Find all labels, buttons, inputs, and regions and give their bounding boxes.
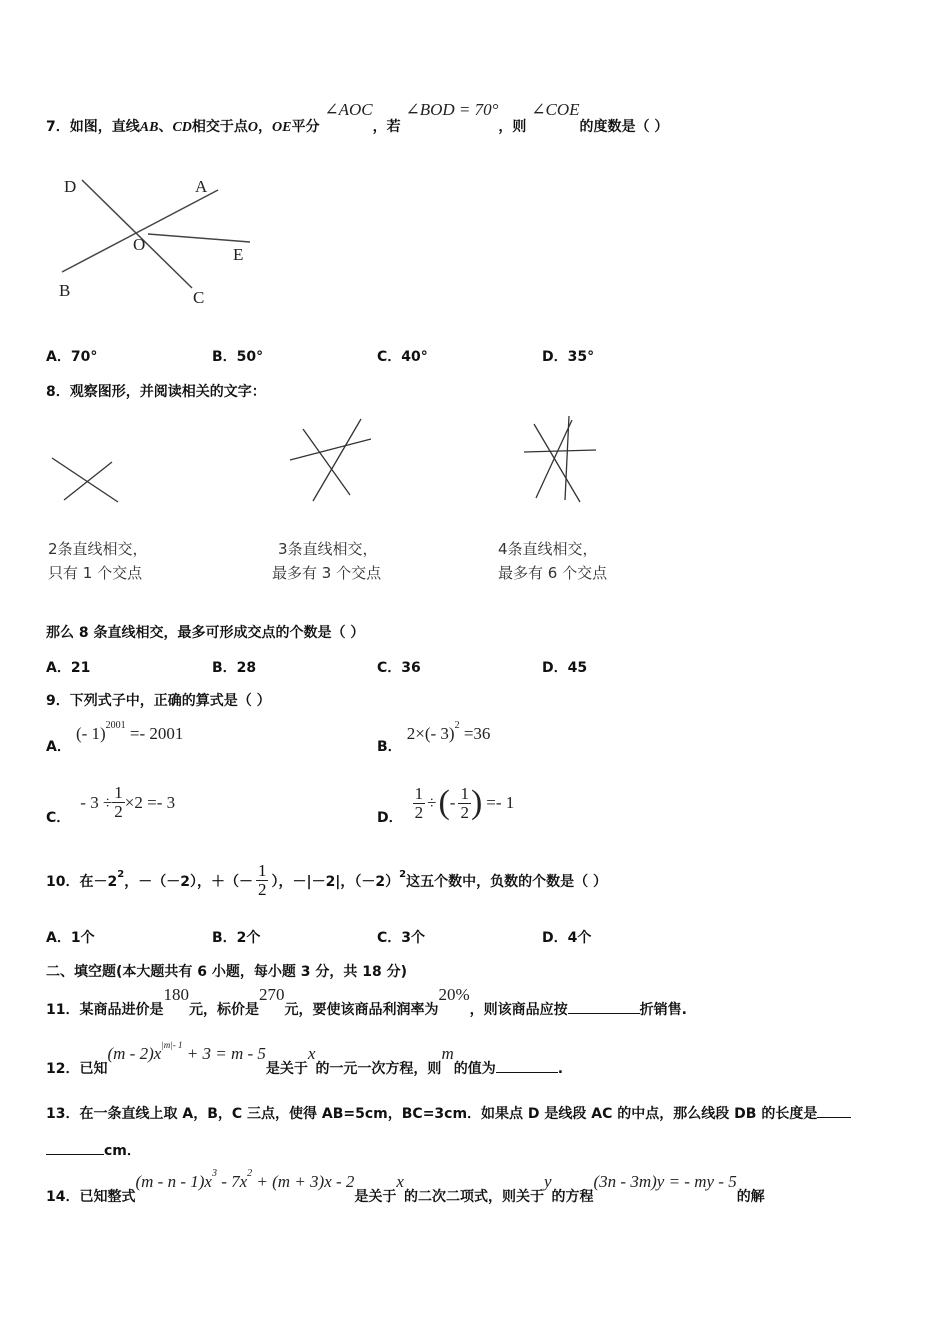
q9-option-c[interactable]: C． - 3 ÷ $\frac{1}{2}$ ×2 =- 3 <box>46 783 176 826</box>
q13-stem-cont: cm． <box>46 1140 141 1160</box>
q12-stem: 12．已知$(m - 2)x^{|m|- 1} + 3 = m - 5$是关于x的一元一次方程，则m的值为 . <box>46 1040 564 1077</box>
q9-option-d[interactable]: D． $\frac{1}{2}$ ÷ ( - $\frac{1}{2}$ ) =- 1 <box>377 783 515 826</box>
q9-d-fraction-1: $\frac{1}{2}$ <box>414 783 424 822</box>
q7-option-a[interactable]: A．70° <box>46 349 98 365</box>
q9-c-fraction: $\frac{1}{2}$ <box>114 783 123 821</box>
q7-stem: 7．如图，直线AB、CD相交于点O，OE平分 ∠AOC，若 ∠BOD = 70°，则 ∠COE的度数是（ ） <box>46 100 669 135</box>
q8-figure-2-lines <box>48 450 128 510</box>
q11-stem: 11．某商品进价是180元，标价是270元，要使该商品利润率为20%，则该商品应按 折销售. <box>46 985 687 1018</box>
q8-stem: 8．观察图形，并阅读相关的文字： <box>46 384 266 400</box>
q7-angle-coe: ∠COE <box>531 100 580 119</box>
q10-option-b[interactable]: B．2个 <box>212 930 261 946</box>
q8-caption-3: 4条直线相交， 最多有 6 个交点 <box>498 540 608 582</box>
q8-figure-3-lines <box>285 415 380 510</box>
q8-caption-1: 2条直线相交， 只有 1 个交点 <box>48 540 148 582</box>
q9-stem: 9．下列式子中，正确的算式是（ ） <box>46 693 271 709</box>
q7-line-dc <box>82 180 192 288</box>
q7-label-e: E <box>233 245 244 264</box>
q9-d-fraction-2: $\frac{1}{2}$ <box>460 783 469 822</box>
q8-figure-4-lines <box>520 412 605 507</box>
section-2-heading: 二、填空题(本大题共有 6 小题，每小题 3 分，共 18 分) <box>46 964 408 980</box>
q12-answer-blank[interactable] <box>496 1060 558 1073</box>
q7-label-o: O <box>133 235 146 254</box>
q7-option-d[interactable]: D．35° <box>542 349 595 365</box>
q8-option-a[interactable]: A．21 <box>46 660 91 676</box>
q7-label-a: A <box>195 177 208 196</box>
q7-option-b[interactable]: B．50° <box>212 349 264 365</box>
q9-option-b[interactable]: B． 2×(- 3)$^2$ =36 <box>377 720 491 755</box>
q7-angle-aoc: ∠AOC <box>324 100 373 119</box>
q7-label-d: D <box>64 177 77 196</box>
q8-option-b[interactable]: B．28 <box>212 660 257 676</box>
q7-figure <box>50 170 270 310</box>
q7-number: 7． <box>46 119 70 135</box>
q10-fraction: $\frac{1}{2}$ <box>257 861 267 899</box>
q8-question: 那么 8 条直线相交，最多可形成交点的个数是（ ） <box>46 625 365 641</box>
q10-stem: 10．在－2 $^2$ ，－（－2），＋（－ $\frac{1}{2}$ ），－|－2|，（－2） $^2$ 这五个数中，负数的个数是（ ） <box>46 861 608 899</box>
q7-line-ab <box>62 190 218 272</box>
q7-option-c[interactable]: C．40° <box>377 349 428 365</box>
q13-answer-blank-2[interactable] <box>46 1142 104 1155</box>
q7-label-b: B <box>59 281 71 300</box>
q7-angle-bod: ∠BOD = 70° <box>405 100 499 119</box>
q8-option-c[interactable]: C．36 <box>377 660 421 676</box>
q13-stem: 13．在一条直线上取 A，B，C 三点，使得 AB=5cm，BC=3cm．如果点 D 是线段 AC 的中点，那么线段 DB 的长度是 <box>46 1103 851 1123</box>
q10-option-c[interactable]: C．3个 <box>377 930 426 946</box>
q10-option-a[interactable]: A．1个 <box>46 930 95 946</box>
q8-caption-2: 3条直线相交， 最多有 3 个交点 <box>272 540 382 582</box>
q7-ray-oe <box>148 234 250 242</box>
q14-stem: 14．已知整式$(m - n - 1)x^3 - 7x^2 + (m + 3)x - 2$是关于x的二次二项式，则关于y的方程(3n - 3m)y = - my - 5的解 <box>46 1168 765 1205</box>
q9-option-a[interactable]: A． (- 1)$^{2001}$ =- 2001 <box>46 720 184 755</box>
q10-option-d[interactable]: D．4个 <box>542 930 592 946</box>
q8-option-d[interactable]: D．45 <box>542 660 588 676</box>
q7-label-c: C <box>193 288 205 307</box>
q11-answer-blank[interactable] <box>568 1001 640 1014</box>
q13-answer-blank-1[interactable] <box>817 1105 851 1118</box>
